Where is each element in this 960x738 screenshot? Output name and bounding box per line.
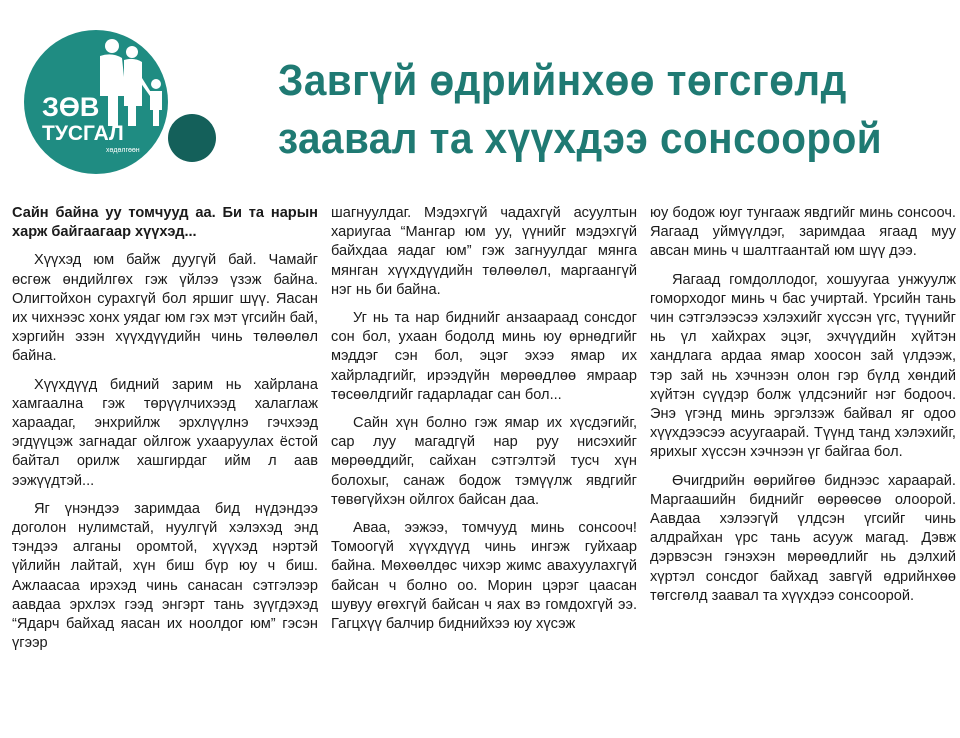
article-column-3 — [650, 204, 956, 734]
logo-text-zov: ЗӨВ — [42, 92, 100, 122]
article-body — [12, 204, 956, 734]
article-paragraph: Яагаад гомдоллодог, хошуугаа унжуулж гоморходог минь ч бас учиртай. Үрсийн тань чин сэтгэлээсээ хэлэхийг хүссэн үгс, түүнийг нь үл хайхрах эцэг, эхчүүдийн хүйтэн хандлага ардаа ямар хоосон зай үлдээж, тэр зай нь хэчнээн олон гэр бүлд хөндий хүйтэн сүүдэр болж үлдсэнийг нэг бодооч. Энэ үгэнд минь эргэлзэж байвал яг одоо хүүхдээсээ асуугаарай. Түүнд танд хэлэхийг, ярихыг хүссэн хэчнээн үг байгаа бол. — [650, 271, 956, 461]
article-paragraph: Уг нь та нар биднийг анзаараад сонсдог сон бол, ухаан бодолд минь юу өрнөдгийг мэддэг сэн бол, эцэг эхээ ямар их хайрладгийг, ирээдүйн мөрөөдлөө ямраар төсөөлдгийг гадарладаг сан бол... — [331, 310, 637, 403]
article-paragraph: Хүүхэд юм байж дуугүй бай. Чамайг өсгөж өндийлгөх гэж үйлээ үзэж байна. Олигтойхон сурахгүй бол яршиг шүү. Яасан их чихнээс хонх уядаг юм гэх мэт үгсийн бай, хэргийн эзэн хүүхдүүдийн чинь төлөөлөл байна. — [12, 252, 318, 365]
headline-line-2: заавал та хүүхдээ сонсоорой — [278, 114, 883, 163]
article-lead: Сайн байна уу томчууд аа. Би та нарын харж байгаагаар хүүхэд... — [12, 205, 318, 241]
logo-text-tusgal: ТУСГАЛ — [42, 122, 124, 145]
article-paragraph: юу бодож юуг тунгааж явдгийг минь сонсооч. Яагаад уймүүлдэг, заримдаа ягаад муу авсан минь ч шалтгаантай юм шүү дээ. — [650, 205, 956, 260]
article-column-1 — [12, 204, 318, 734]
zov-tusgal-logo — [22, 28, 222, 178]
article-paragraph: Аваа, ээжээ, томчууд минь сонсооч! Томоогүй хүүхдүүд чинь ингэж гуйхаар байна. Мөхөөлдөс чихэр жимс авахуулахгүй байсан ч болно оо. Морин цэрэг цаасан шувуу өгөхгүй байсан ч яах вэ гомдохгүй ээ. Гагцхүү балчир биднийхээ юу хүсэж — [331, 520, 637, 633]
article-paragraph: Өчигдрийн өөрийгөө биднээс хараарай. Маргаашийн биднийг өөрөөсөө олоорой. Аавдаа хэлээгүй үлдсэн үгсийг чинь алдрайхан үрс тань асууж магад. Дэвж дэрвэсэн гэнэхэн мөрөөдлийг нь дэлхий хүртэл сонсдог байхад завгүй өдрийнхөө төгсгөлд заавал та хүүхдээ сонсоорой. — [650, 472, 956, 604]
logo-text-movement: хөдөлгөөн — [106, 147, 140, 154]
headline-line-1: Завгүй өдрийнхөө төгсгөлд — [278, 56, 847, 105]
article-paragraph: шагнуулдаг. Мэдэхгүй чадахгүй асуултын хариугаа “Мангар юм уу, үүнийг мэдэхгүй байхдаа яадаг юм” гэж загнуулдаг мянга мянган хүүхдүүдийн төлөөлөл, маргаангүй нэг нь би байна. — [331, 205, 637, 298]
page-title — [278, 52, 894, 168]
article-paragraph: Сайн хүн болно гэж ямар их хүсдэгийг, сар луу магадгүй нар руу нисэхийг мөрөөддийг, сайхан сэтгэлтэй тусч хүн болохыг, санаж бодож тэмүүлж явдгийг төвөгүйхэн ойлгох байсан даа. — [331, 415, 637, 508]
article-paragraph: Яг үнэндээ заримдаа бид нүдэндээ доголон нулимстай, нуулгүй хэлэхэд энд тэндээ алганы оромтой, хүүхэд нэртэй үйлийн лайтай, хүн биш бүр юу ч биш. Ажлаасаа ирэхэд чинь санасан сэтгэлээр аавдаа эрхлэх гээд энгэрт тань зүүгдэхэд “Ядарч байхад яасан их ноолдог юм” гэсэн үгээр — [12, 500, 318, 652]
article-column-2 — [331, 204, 637, 734]
logo-small-circle — [168, 114, 216, 162]
article-paragraph: Хүүхдүүд бидний зарим нь хайрлана хамгаална гэж төрүүлчихээд халаглаж хараадаг, энхрийлж эрхлүүлнэ гэчхээд эгдүүцэж загнадаг ойлгож ухааруулах ёстой байтал орилж хашгирдаг ийм л аав ээжүүдтэй... — [12, 376, 318, 489]
